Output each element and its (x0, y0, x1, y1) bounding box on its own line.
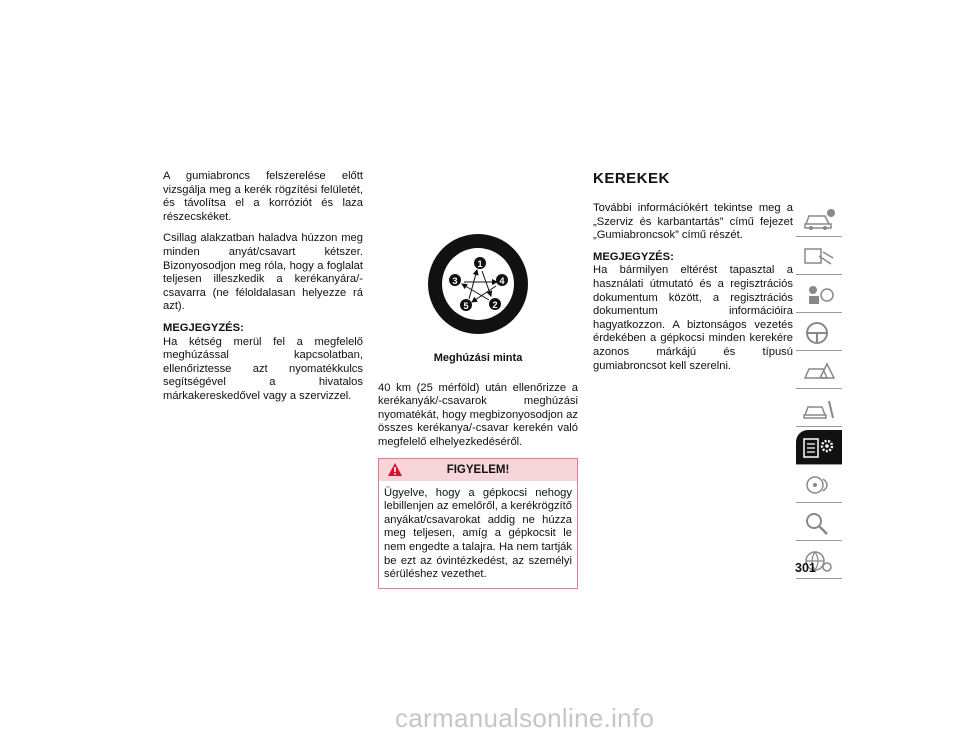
middle-column (378, 226, 578, 589)
paragraph: További információkért tekintse meg a „Szerviz és karbantartás” című fejezet „Gumiabroncsok” című részét. (593, 202, 793, 242)
tab-multimedia[interactable] (796, 468, 842, 503)
dashboard-lights-icon (801, 244, 837, 270)
svg-text:5: 5 (463, 301, 469, 311)
left-column (163, 170, 363, 412)
tab-dashboard-lights[interactable] (796, 240, 842, 275)
watermark: carmanualsonline.info (395, 703, 655, 733)
roadside-warning-icon (801, 358, 837, 384)
warning-box (378, 458, 578, 589)
paragraph: Csillag alakzatban haladva húzzon meg minden anyát/csavart kétszer. Bizonyosodjon meg róla, hogy a foglalat teljesen illeszkedik a kerékanyára/-csavarra (ne féloldalasan helyezze rá azt). (163, 232, 363, 313)
section-title: KEREKEK (593, 170, 670, 187)
lug-marker (474, 257, 486, 269)
paragraph: 40 km (25 mérföld) után ellenőrizze a kerékanyák/-csavarok meghúzási nyomatékát, hogy megbizonyosodjon az összes kerékanya/-csavar kerekén való megfelelő elhelyezkedéséről. (378, 381, 578, 448)
tab-roadside-warning[interactable] (796, 354, 842, 389)
paragraph: A gumiabroncs felszerelése előtt vizsgálja meg a kerék rögzítési felületét, és távolítsa el a korróziót és laza részecskéket. (163, 170, 363, 223)
tab-specifications[interactable] (796, 430, 842, 465)
svg-text:3: 3 (452, 276, 458, 286)
lug-marker (496, 274, 508, 286)
warning-triangle-icon (387, 462, 403, 477)
note-heading: MEGJEGYZÉS: (593, 250, 674, 263)
warning-header (379, 459, 577, 481)
page-number: 301 (795, 561, 816, 575)
airbag-safety-icon (801, 282, 837, 308)
tab-steering-wheel[interactable] (796, 316, 842, 351)
tab-car-info[interactable] (796, 202, 842, 237)
car-tools-icon (801, 396, 837, 422)
tab-airbag-safety[interactable] (796, 278, 842, 313)
lug-marker (460, 299, 472, 311)
lug-marker (449, 274, 461, 286)
figure-caption: Meghúzási minta (433, 352, 523, 364)
tightening-pattern-figure (378, 226, 578, 344)
multimedia-icon (801, 472, 837, 498)
tab-search-index[interactable] (796, 506, 842, 541)
warning-title: FIGYELEM! (446, 463, 510, 476)
note-text: Ha kétség merül fel a megfelelő meghúzással kapcsolatban, ellenőriztesse azt nyomatékkulcs segítségével a hivatalos márkakereskedővel vagy a szervizzel. (163, 335, 363, 402)
chapter-tabs (796, 202, 842, 582)
wheel-diagram-icon (378, 226, 578, 344)
car-info-icon (801, 206, 837, 232)
note-heading: MEGJEGYZÉS: (163, 321, 244, 334)
svg-text:2: 2 (492, 300, 498, 310)
svg-text:4: 4 (499, 276, 505, 286)
right-column (593, 170, 793, 381)
lug-marker (489, 298, 501, 310)
tab-car-tools[interactable] (796, 392, 842, 427)
steering-wheel-icon (801, 320, 837, 346)
warning-text: Ügyelve, hogy a gépkocsi nehogy lebillenjen az emelőről, a kerékrögzítő anyákat/csavarokat addig ne húzza meg teljesen, amíg a gépkocsit le nem engedte a talajra. Ha nem tartják be ezt az óvintézkedést, az személyi sérüléshez vezethet. (384, 486, 572, 581)
svg-text:1: 1 (477, 259, 483, 269)
specifications-gear-icon (801, 434, 837, 460)
note-text: Ha bármilyen eltérést tapasztal a használati útmutató és a regisztrációs dokumentum között, a regisztrációs dokumentum információira hagyatkozzon. A biztonságos vezetés érdekében a gépkocsi minden kerekére azonos márkájú és típusú gumiabroncsot kell szerelni. (593, 264, 793, 372)
search-index-icon (801, 510, 837, 536)
